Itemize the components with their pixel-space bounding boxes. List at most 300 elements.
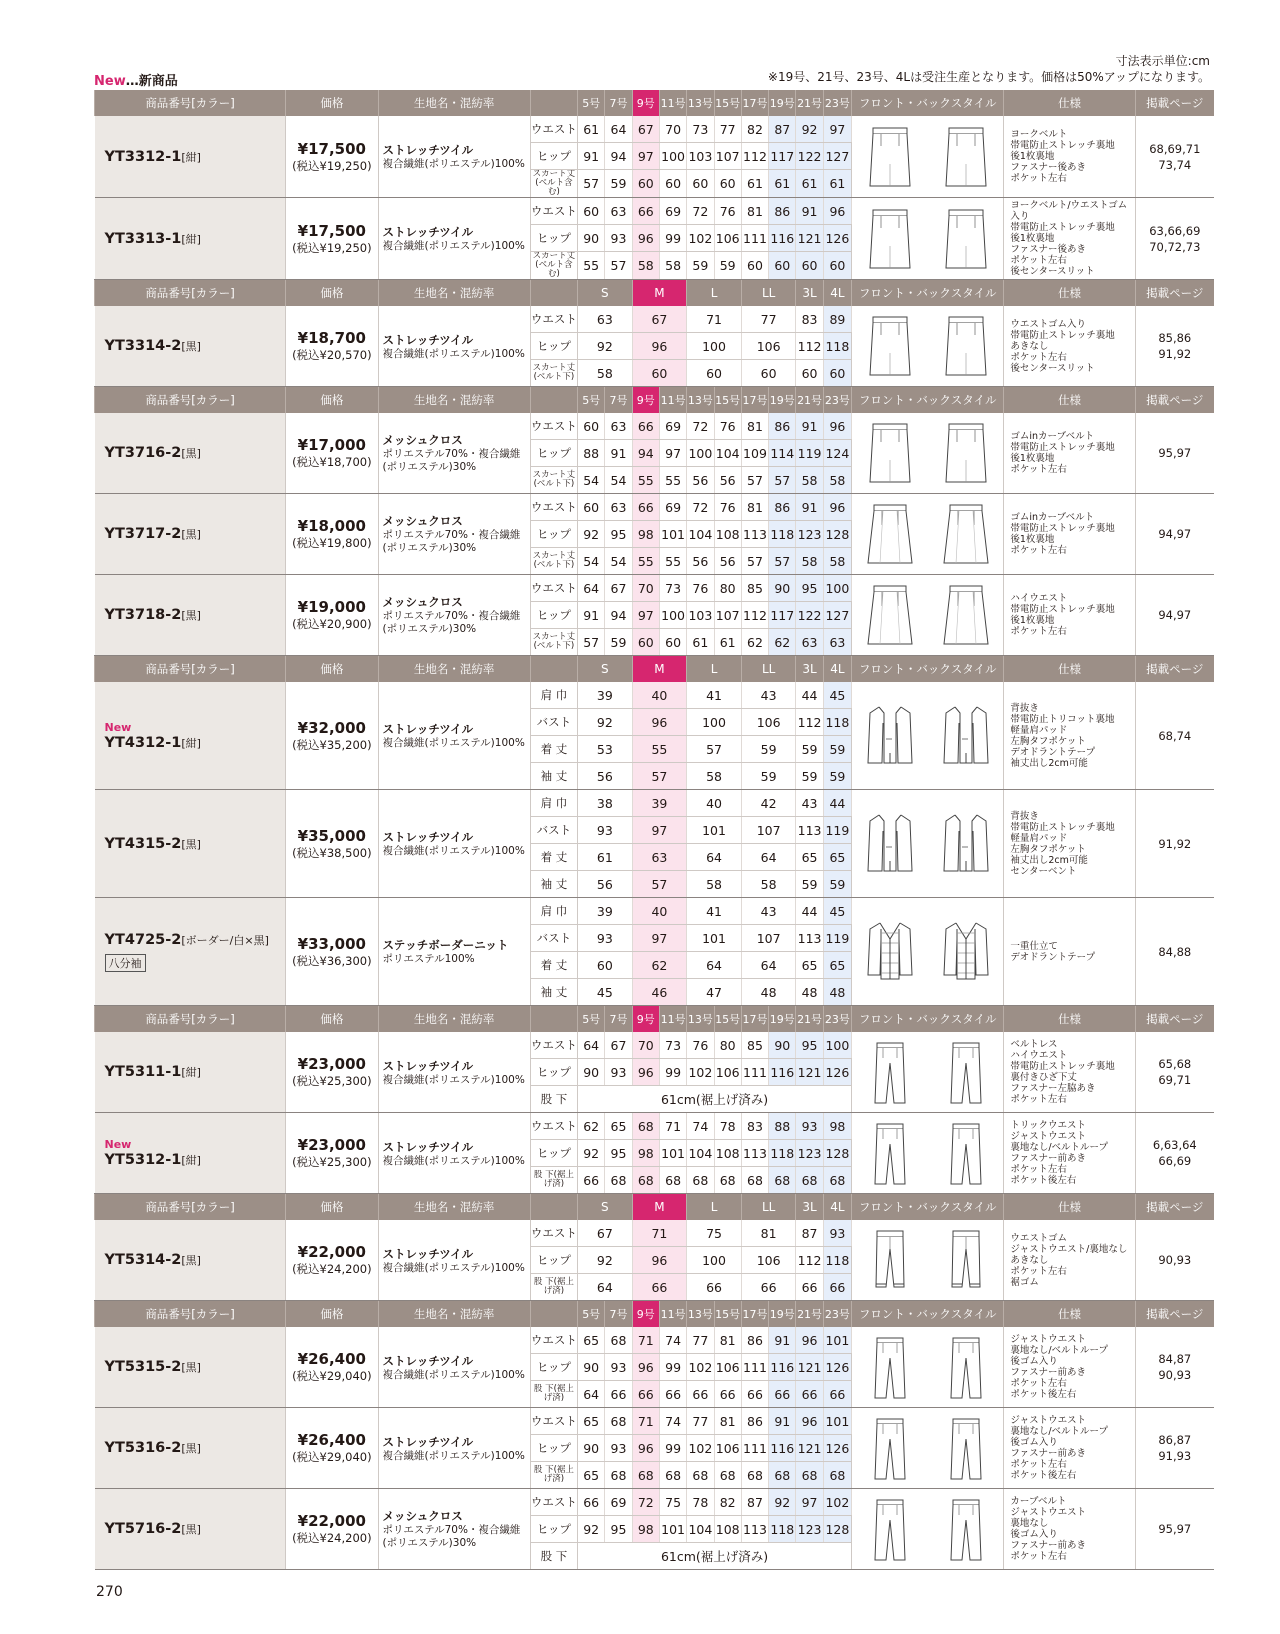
- size-value: 60: [823, 252, 851, 280]
- front-style-illustration: [865, 501, 915, 567]
- item-cell: [95, 198, 286, 280]
- size-value: 95: [605, 1140, 632, 1167]
- measure-row: [95, 1032, 1215, 1059]
- page-ref: 68,74: [1158, 728, 1192, 743]
- size-value: 123: [796, 1140, 823, 1167]
- measure-row: [95, 1113, 1215, 1140]
- size-value: 116: [769, 1354, 796, 1381]
- size-value: 42: [741, 790, 796, 817]
- spec-line: ポケット左右: [1010, 1265, 1067, 1277]
- size-value: 121: [796, 1059, 823, 1086]
- spec-line: ポケット後左右: [1010, 1389, 1077, 1400]
- fabric-name: ストレッチツイル: [382, 1353, 474, 1368]
- price-tax-incl: (税込¥20,570): [292, 348, 372, 362]
- size-value: 60: [714, 170, 741, 198]
- size-value: 68: [796, 1462, 823, 1489]
- size-value: 76: [714, 494, 741, 521]
- item-cell: [95, 1489, 286, 1570]
- page-ref: 86,87: [1158, 1433, 1192, 1447]
- size-value: 65: [823, 952, 851, 979]
- size-header-7: 19号: [769, 90, 796, 116]
- size-value: 81: [741, 413, 768, 440]
- col-header-fabric: 生地名・混紡率: [378, 280, 530, 307]
- measure-label: 肩 巾: [530, 790, 577, 817]
- price: ¥19,000: [297, 598, 366, 616]
- size-header-6: 17号: [741, 90, 768, 116]
- size-header-l: L: [687, 1194, 742, 1221]
- pages-cell: [1135, 1327, 1214, 1408]
- spec-line: 帯電防止ストレッチ裏地: [1010, 1061, 1115, 1072]
- spec-line: 裏地なし/ベルトループ: [1010, 1142, 1109, 1153]
- size-value: 64: [578, 1274, 633, 1301]
- size-value: 58: [796, 467, 823, 494]
- size-value: 43: [741, 898, 796, 925]
- back-style-illustration: [941, 313, 991, 379]
- size-value: 63: [578, 306, 633, 333]
- spec-line: デオドラントテープ: [1010, 951, 1096, 963]
- fabric-composition: 複合繊維(ポリエステル)100%: [382, 1449, 525, 1462]
- item-color: [黒]: [181, 1442, 201, 1455]
- front-style-illustration: [865, 124, 915, 190]
- spec-line: 袖丈出し2cm可能: [1010, 757, 1088, 769]
- size-value: 96: [796, 1408, 823, 1435]
- size-value: 68: [823, 1167, 851, 1194]
- price-tax-incl: (税込¥29,040): [292, 1369, 372, 1383]
- style-cell: [852, 1408, 1004, 1489]
- col-header-style: フロント・バックスタイル: [852, 1194, 1004, 1221]
- col-header-spec: 仕様: [1004, 387, 1135, 414]
- spec-line: ハイウエスト: [1010, 1050, 1068, 1061]
- pages-cell: [1135, 790, 1214, 898]
- measure-label: ヒップ: [530, 1516, 577, 1543]
- new-badge: New: [104, 1138, 132, 1151]
- measure-label: ヒップ: [530, 521, 577, 548]
- col-header-spec: 仕様: [1004, 1301, 1135, 1328]
- col-header-fabric: 生地名・混紡率: [378, 1301, 530, 1328]
- style-cell: [852, 575, 1004, 656]
- size-value: 100: [687, 440, 714, 467]
- size-value: 66: [687, 1274, 742, 1301]
- size-value: 94: [632, 440, 659, 467]
- price-tax-incl: (税込¥20,900): [292, 617, 372, 631]
- measure-label: 股 下(裾上げ済): [530, 1274, 577, 1301]
- size-value: 56: [714, 548, 741, 575]
- size-value: 99: [659, 1059, 686, 1086]
- unit-note: 寸法表示単位:cm: [1115, 54, 1210, 68]
- col-header-measure: [530, 1194, 577, 1221]
- size-header-5: 15号: [714, 1006, 741, 1033]
- size-value: 112: [741, 602, 768, 629]
- col-header-spec: 仕様: [1004, 1006, 1135, 1033]
- size-value: 45: [823, 682, 851, 709]
- size-header-3: 11号: [659, 1006, 686, 1033]
- measure-label: バスト: [530, 709, 577, 736]
- item-code: YT4315-2: [104, 835, 182, 852]
- style-illustrations: [852, 1039, 1003, 1105]
- spec-line: トリックウエスト: [1010, 1120, 1086, 1131]
- pages-cell: [1135, 413, 1214, 494]
- size-value: 57: [741, 467, 768, 494]
- spec-cell: [1004, 1408, 1135, 1489]
- size-header-0: 5号: [578, 387, 605, 414]
- size-value: 55: [632, 548, 659, 575]
- size-value: 66: [578, 1167, 605, 1194]
- measure-row: [95, 790, 1215, 817]
- size-header-4: 13号: [687, 1006, 714, 1033]
- size-value: 100: [687, 709, 742, 736]
- size-value: 93: [796, 1113, 823, 1140]
- size-header-7: 19号: [769, 1301, 796, 1328]
- size-value: 119: [796, 440, 823, 467]
- size-value: 90: [578, 1059, 605, 1086]
- size-value: 126: [823, 1354, 851, 1381]
- size-value: 55: [632, 736, 687, 763]
- size-value: 81: [714, 1327, 741, 1354]
- price: ¥26,400: [297, 1431, 366, 1449]
- size-value: 96: [796, 1327, 823, 1354]
- size-value: 97: [659, 440, 686, 467]
- measure-label: スカート丈(ベルト下): [530, 629, 577, 656]
- spec-line: ファスナー前あき: [1010, 1153, 1086, 1164]
- size-value: 68: [632, 1113, 659, 1140]
- size-value: 81: [741, 1220, 796, 1247]
- spec-cell: [1004, 575, 1135, 656]
- price-tax-incl: (税込¥24,200): [292, 1531, 372, 1545]
- size-value: 92: [578, 1140, 605, 1167]
- size-value: 59: [796, 763, 823, 790]
- size-value: 78: [714, 1113, 741, 1140]
- col-header-price: 価格: [286, 387, 378, 414]
- size-value: 56: [578, 871, 633, 898]
- size-value: 80: [714, 1032, 741, 1059]
- spec-line: 後1枚裏地: [1010, 534, 1055, 545]
- size-value: 54: [578, 467, 605, 494]
- measure-label: ウエスト: [530, 306, 577, 333]
- front-style-illustration: [865, 313, 915, 379]
- size-value: 57: [632, 871, 687, 898]
- size-value: 127: [823, 143, 851, 170]
- spec-cell: [1004, 1220, 1135, 1301]
- size-value: 91: [796, 494, 823, 521]
- size-value: 59: [823, 871, 851, 898]
- page-ref: 6,63,64: [1152, 1138, 1197, 1152]
- size-value: 55: [659, 467, 686, 494]
- size-value: 64: [605, 116, 632, 143]
- fabric-cell: [378, 790, 530, 898]
- size-value: 128: [823, 1140, 851, 1167]
- size-value: 118: [823, 333, 851, 360]
- fabric-composition: 複合繊維(ポリエステル)100%: [382, 1073, 525, 1086]
- size-value: 90: [578, 225, 605, 252]
- size-value: 68: [605, 1462, 632, 1489]
- size-value: 111: [741, 1354, 768, 1381]
- size-value: 104: [687, 1140, 714, 1167]
- size-value: 118: [769, 521, 796, 548]
- fabric-cell: [378, 1327, 530, 1408]
- style-illustrations: [852, 313, 1003, 379]
- size-value: 95: [605, 521, 632, 548]
- size-value: 97: [632, 143, 659, 170]
- size-value: 69: [659, 494, 686, 521]
- price-tax-incl: (税込¥38,500): [292, 845, 372, 860]
- price-tax-incl: (税込¥19,250): [292, 158, 372, 173]
- spec-line: 後センタースリット: [1010, 362, 1095, 374]
- fabric-composition: 複合繊維(ポリエステル)100%: [382, 240, 525, 252]
- size-value: 71: [632, 1327, 659, 1354]
- size-value: 60: [632, 629, 659, 656]
- item-cell: [95, 682, 286, 790]
- size-value: 95: [796, 575, 823, 602]
- fabric-composition: ポリエステル70%・複合繊維(ポリエステル)30%: [382, 529, 521, 554]
- measure-label: ウエスト: [530, 116, 577, 143]
- size-value: 70: [659, 116, 686, 143]
- measure-label: ウエスト: [530, 1489, 577, 1516]
- size-value: 39: [578, 898, 633, 925]
- size-value: 58: [823, 548, 851, 575]
- price-cell: [286, 306, 378, 387]
- spec-line: 後ゴム入り: [1010, 1437, 1058, 1448]
- fabric-name: メッシュクロス: [382, 595, 463, 609]
- size-value: 86: [769, 494, 796, 521]
- price-tax-incl: (税込¥25,300): [292, 1074, 372, 1088]
- spec-line: ポケット左右: [1010, 1459, 1067, 1470]
- measure-label: 股 下: [530, 1086, 577, 1113]
- page-ref: 91,92: [1158, 347, 1192, 361]
- measure-label: バスト: [530, 925, 577, 952]
- col-header-pages: 掲載ページ: [1135, 387, 1214, 414]
- page-ref: 68,69,71: [1149, 141, 1201, 156]
- size-header-4l: 4L: [823, 656, 851, 683]
- size-value: 112: [796, 709, 823, 736]
- spec-line: デオドラントテープ: [1010, 746, 1096, 758]
- spec-line: 帯電防止ストレッチ裏地: [1010, 140, 1115, 151]
- item-code: YT4725-2: [104, 931, 182, 948]
- price: ¥32,000: [297, 718, 366, 737]
- back-style-illustration: [941, 811, 991, 877]
- size-value: 96: [632, 1354, 659, 1381]
- col-header-spec: 仕様: [1004, 90, 1135, 116]
- size-value: 63: [605, 413, 632, 440]
- size-value: 98: [632, 521, 659, 548]
- size-value: 89: [823, 306, 851, 333]
- price: ¥23,000: [297, 1136, 366, 1154]
- size-value: 100: [659, 602, 686, 629]
- size-value: 48: [741, 979, 796, 1006]
- measure-row: [95, 1327, 1215, 1354]
- fabric-name: ストレッチツイル: [382, 143, 474, 157]
- size-value: 64: [741, 844, 796, 871]
- size-value: 58: [823, 467, 851, 494]
- size-header-8: 21号: [796, 1301, 823, 1328]
- size-value: 60: [632, 170, 659, 198]
- size-value: 101: [659, 1516, 686, 1543]
- page-ref: 91,93: [1158, 1449, 1192, 1463]
- size-value: 114: [769, 440, 796, 467]
- size-header-l: L: [687, 280, 742, 307]
- col-header-item: 商品番号[カラー]: [95, 1301, 286, 1328]
- size-value: 77: [687, 1408, 714, 1435]
- spec-line: 後ゴム入り: [1010, 1529, 1058, 1540]
- size-value: 61: [687, 629, 714, 656]
- size-value: 104: [687, 521, 714, 548]
- size-header-6: 17号: [741, 1006, 768, 1033]
- style-illustrations: [852, 206, 1003, 272]
- sleeve-tag: 八分袖: [105, 954, 146, 972]
- item-cell: [95, 1220, 286, 1301]
- pages-cell: [1135, 494, 1214, 575]
- size-value: 67: [605, 1032, 632, 1059]
- size-value: 91: [796, 413, 823, 440]
- size-value: 82: [714, 1489, 741, 1516]
- size-value: 68: [823, 1462, 851, 1489]
- size-value: 46: [632, 979, 687, 1006]
- pages-cell: [1135, 575, 1214, 656]
- new-badge: New: [104, 720, 132, 734]
- size-value: 64: [741, 952, 796, 979]
- size-value: 44: [796, 898, 823, 925]
- style-illustrations: [852, 1496, 1003, 1562]
- size-value: 102: [687, 225, 714, 252]
- item-cell: [95, 575, 286, 656]
- price-tax-incl: (税込¥25,300): [292, 1155, 372, 1169]
- measure-label: ヒップ: [530, 1354, 577, 1381]
- size-value: 62: [632, 952, 687, 979]
- measure-label: ウエスト: [530, 1032, 577, 1059]
- fabric-cell: [378, 575, 530, 656]
- size-value: 59: [714, 252, 741, 280]
- size-value: 68: [741, 1167, 768, 1194]
- col-header-price: 価格: [286, 656, 378, 683]
- size-value: 100: [823, 575, 851, 602]
- fabric-name: ストレッチツイル: [382, 332, 474, 347]
- size-value: 118: [769, 1140, 796, 1167]
- fabric-cell: [378, 494, 530, 575]
- price-tax-incl: (税込¥24,200): [292, 1262, 372, 1276]
- size-value: 74: [659, 1327, 686, 1354]
- pages-cell: [1135, 1489, 1214, 1570]
- spec-line: 軽量肩パッド: [1010, 832, 1068, 844]
- size-value: 68: [687, 1167, 714, 1194]
- price-cell: [286, 1032, 378, 1113]
- size-header-l: L: [687, 656, 742, 683]
- front-style-illustration: [865, 420, 915, 486]
- size-value: 93: [605, 225, 632, 252]
- front-style-illustration: [865, 703, 915, 769]
- col-header-price: 価格: [286, 90, 378, 116]
- spec-line: ポケット左右: [1010, 464, 1067, 475]
- size-value: 55: [578, 252, 605, 280]
- size-value: 45: [823, 898, 851, 925]
- fabric-cell: [378, 1032, 530, 1113]
- fabric-composition: 複合繊維(ポリエステル)100%: [382, 347, 525, 360]
- spec-line: ポケット左右: [1010, 351, 1067, 363]
- size-value: 57: [769, 467, 796, 494]
- size-value: 96: [632, 225, 659, 252]
- size-value: 58: [687, 763, 742, 790]
- size-value: 60: [659, 170, 686, 198]
- size-value: 68: [605, 1327, 632, 1354]
- front-style-illustration: [865, 1334, 915, 1400]
- size-value: 57: [769, 548, 796, 575]
- spec-line: 一重仕立て: [1010, 940, 1058, 952]
- spec-line: ポケット左右: [1010, 173, 1067, 184]
- size-value: 92: [578, 333, 633, 360]
- size-value: 126: [823, 1059, 851, 1086]
- measure-label: 肩 巾: [530, 898, 577, 925]
- size-value: 61: [823, 170, 851, 198]
- size-header-1: 7号: [605, 1301, 632, 1328]
- size-value: 61: [741, 170, 768, 198]
- style-cell: [852, 306, 1004, 387]
- spec-cell: [1004, 1113, 1135, 1194]
- size-value: 67: [605, 575, 632, 602]
- size-header-9: 23号: [823, 1006, 851, 1033]
- size-value: 57: [741, 548, 768, 575]
- size-value: 40: [632, 898, 687, 925]
- measure-label: ヒップ: [530, 440, 577, 467]
- price-cell: [286, 682, 378, 790]
- size-value: 108: [714, 521, 741, 548]
- back-style-illustration: [941, 1334, 991, 1400]
- page-ref: 94,97: [1158, 527, 1192, 541]
- front-style-illustration: [865, 1415, 915, 1481]
- size-value: 61: [769, 170, 796, 198]
- size-value: 86: [741, 1408, 768, 1435]
- measure-row: [95, 494, 1215, 521]
- size-value: 56: [687, 548, 714, 575]
- size-value: 57: [578, 629, 605, 656]
- item-color: [黒]: [181, 1523, 201, 1536]
- size-value: 41: [687, 898, 742, 925]
- size-value: 99: [659, 225, 686, 252]
- size-value: 43: [796, 790, 823, 817]
- size-value: 63: [605, 198, 632, 225]
- size-value: 98: [632, 1516, 659, 1543]
- size-value: 103: [687, 143, 714, 170]
- item-code: YT3716-2: [104, 445, 182, 461]
- fabric-cell: [378, 1113, 530, 1194]
- size-value: 44: [796, 682, 823, 709]
- size-value: 60: [796, 360, 823, 387]
- size-value: 100: [687, 333, 742, 360]
- size-value: 62: [741, 629, 768, 656]
- size-value: 112: [796, 333, 823, 360]
- measure-label: ウエスト: [530, 575, 577, 602]
- size-value: 116: [769, 225, 796, 252]
- size-value: 66: [687, 1381, 714, 1408]
- size-value: 117: [769, 602, 796, 629]
- page-ref: 91,92: [1158, 836, 1192, 851]
- fabric-cell: [378, 116, 530, 198]
- size-value: 88: [578, 440, 605, 467]
- item-cell: [95, 898, 286, 1006]
- back-style-illustration: [941, 1496, 991, 1562]
- size-value: 59: [796, 871, 823, 898]
- spec-line: 裾ゴム: [1010, 1276, 1039, 1288]
- item-cell: [95, 1032, 286, 1113]
- spec-cell: [1004, 413, 1135, 494]
- size-value: 93: [605, 1435, 632, 1462]
- spec-line: ヨークベルト/ウエストゴム入り: [1010, 200, 1128, 222]
- pages-cell: [1135, 1408, 1214, 1489]
- size-value: 68: [659, 1462, 686, 1489]
- spec-line: ジャストウエスト/裏地なし: [1010, 1243, 1128, 1255]
- size-value: 107: [741, 817, 796, 844]
- size-value: 119: [823, 817, 851, 844]
- column-header-row: [95, 1194, 1215, 1221]
- page-ref: 90,93: [1158, 1368, 1192, 1382]
- fabric-cell: [378, 1489, 530, 1570]
